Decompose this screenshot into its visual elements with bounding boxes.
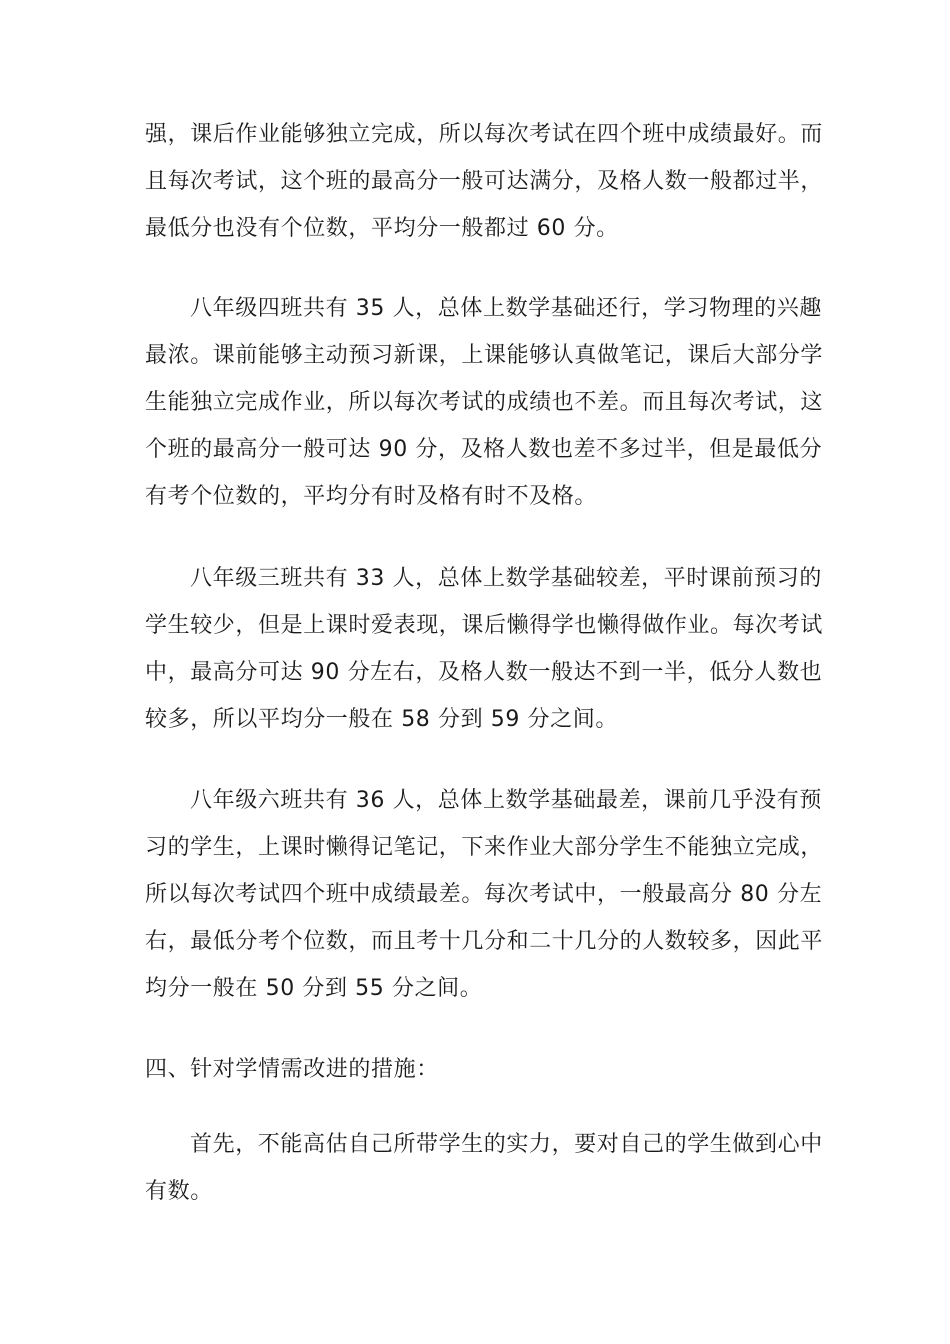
- text-line: 八年级三班共有 33 人，总体上数学基础较差，平时课前预习的: [190, 566, 822, 591]
- text-line: 右，最低分考个位数，而且考十几分和二十几分的人数较多，因此平: [145, 929, 824, 954]
- text-line: 所以每次考试四个班中成绩最差。每次考试中，一般最高分 80 分左: [145, 882, 823, 907]
- text-line: 有考个位数的，平均分有时及格有时不及格。: [145, 484, 598, 509]
- text-line: 八年级四班共有 35 人，总体上数学基础还行，学习物理的兴趣: [190, 296, 822, 321]
- paragraph-class-3: [145, 555, 824, 743]
- text-line: 最浓。课前能够主动预习新课，上课能够认真做笔记，课后大部分学: [145, 343, 824, 368]
- text-line: 四、针对学情需改进的措施：: [145, 1057, 439, 1082]
- text-line: 生能独立完成作业，所以每次考试的成绩也不差。而且每次考试，这: [145, 390, 824, 415]
- text-line: 八年级六班共有 36 人，总体上数学基础最差，课前几乎没有预: [190, 788, 822, 813]
- paragraph-class-continuation: [145, 111, 824, 252]
- paragraph-measure-1: [145, 1121, 823, 1215]
- text-line: 中，最高分可达 90 分左右，及格人数一般达不到一半，低分人数也: [145, 660, 823, 685]
- text-line: 且每次考试，这个班的最高分一般可达满分，及格人数一般都过半，: [145, 169, 824, 194]
- text-line: 首先，不能高估自己所带学生的实力，要对自己的学生做到心中: [190, 1132, 823, 1157]
- text-line: 有数。: [145, 1179, 213, 1204]
- text-line: 较多，所以平均分一般在 58 分到 59 分之间。: [145, 707, 618, 732]
- text-line: 学生较少，但是上课时爱表现，课后懒得学也懒得做作业。每次考试: [145, 613, 824, 638]
- text-line: 最低分也没有个位数，平均分一般都过 60 分。: [145, 216, 619, 241]
- paragraph-class-4: [145, 285, 824, 520]
- paragraph-class-6: [145, 777, 824, 1012]
- text-line: 个班的最高分一般可达 90 分，及格人数也差不多过半，但是最低分: [145, 437, 823, 462]
- section-heading: [145, 1046, 810, 1093]
- text-line: 均分一般在 50 分到 55 分之间。: [145, 976, 483, 1001]
- text-line: 强，课后作业能够独立完成，所以每次考试在四个班中成绩最好。而: [145, 122, 824, 147]
- text-line: 习的学生，上课时懒得记笔记，下来作业大部分学生不能独立完成，: [145, 835, 824, 860]
